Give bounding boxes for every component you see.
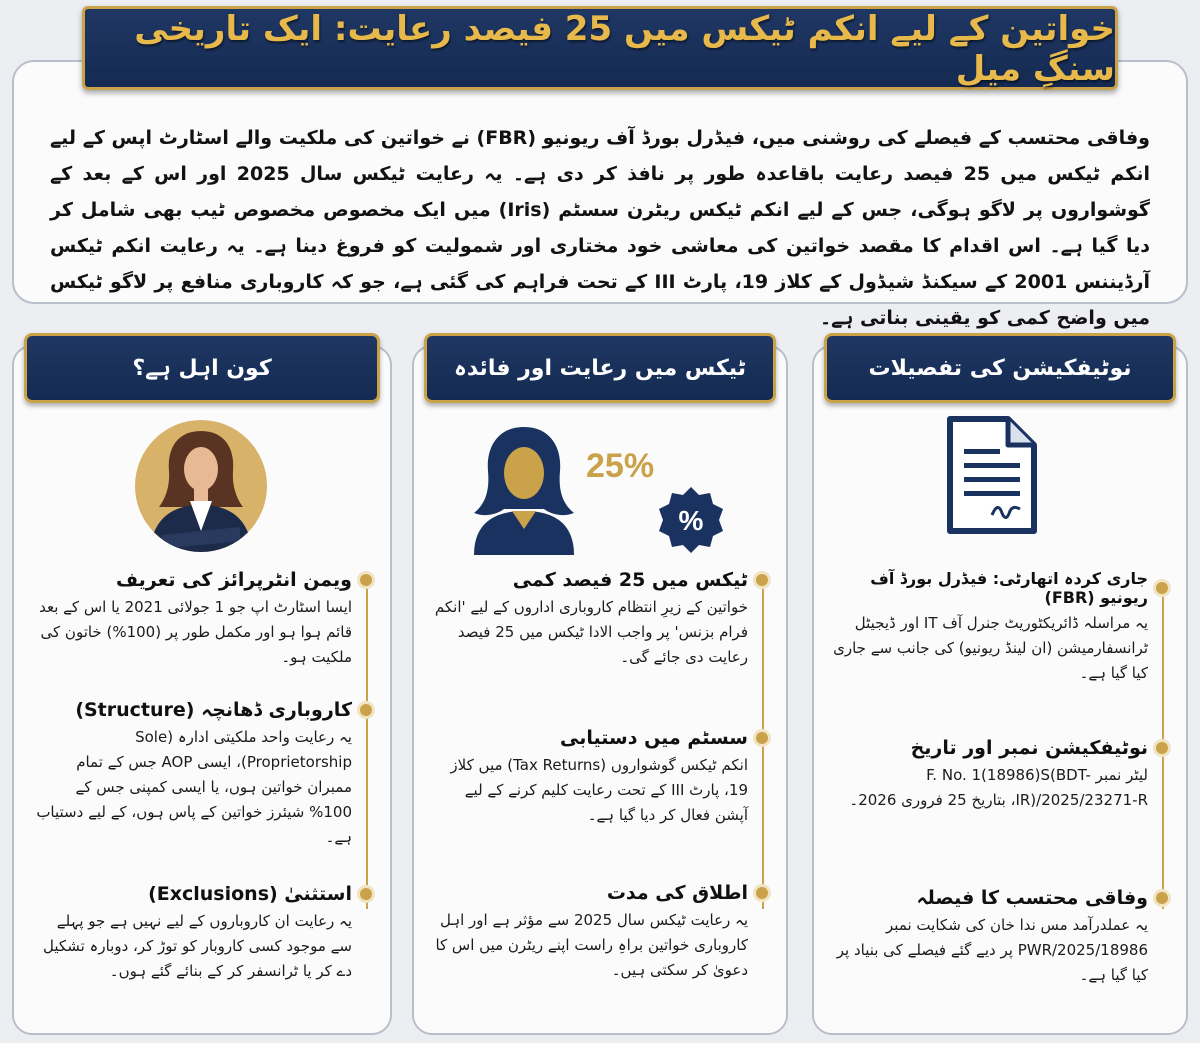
notification-details-title: نوٹیفکیشن کی تفصیلات — [868, 355, 1132, 381]
section-body: یہ رعایت ان کاروباروں کے لیے نہیں ہے جو پہلے سے موجود کسی کاروبار کو توڑ کر، دوبارہ تشکیل دے کر یا ٹرانسفر کر کے بنائے گئے ہوں۔ — [43, 912, 352, 980]
section-heading: ویمن انٹرپرائز کی تعریف — [116, 569, 352, 591]
document-icon — [942, 415, 1042, 535]
section-body: انکم ٹیکس گوشواروں (Tax Returns) میں کلاز 19، پارٹ III کے تحت رعایت کلیم کرنے کے لیے آپشن فعال کر دیا گیا ہے۔ — [450, 756, 748, 824]
bullet-dot-icon — [1156, 582, 1168, 594]
benefit-section-reduction — [432, 569, 768, 670]
notification-section-number-date — [832, 737, 1168, 813]
section-heading: استثنیٰ (Exclusions) — [148, 883, 352, 905]
section-body: خواتین کے زیرِ انتظام کاروباری اداروں کے لیے 'انکم فرام بزنس' پر واجب الادا ٹیکس میں 25 فیصد رعایت دی جائے گی۔ — [434, 598, 748, 666]
bullet-dot-icon — [756, 887, 768, 899]
eligibility-title: کون اہل ہے؟ — [132, 355, 272, 381]
section-heading: نوٹیفکیشن نمبر اور تاریخ — [910, 737, 1148, 759]
notification-details-panel — [812, 345, 1188, 1035]
notification-details-header — [824, 333, 1176, 403]
section-body: یہ مراسلہ ڈائریکٹوریٹ جنرل آف IT اور ڈیجیٹل ٹرانسفارمیشن (ان لینڈ ریونیو) کی جانب سے جاری کیا گیا ہے۔ — [833, 614, 1148, 682]
section-heading: جاری کردہ اتھارٹی: فیڈرل بورڈ آف ریونیو (FBR) — [870, 569, 1148, 607]
section-heading: وفاقی محتسب کا فیصلہ — [916, 887, 1148, 909]
intro-paragraph: وفاقی محتسب کے فیصلے کی روشنی میں، فیڈرل بورڈ آف ریونیو (FBR) نے خواتین کی ملکیت والے اسٹارٹ اپس کے لیے انکم ٹیکس میں 25 فیصد رعایت باقاعدہ طور پر نافذ کر دی ہے۔ یہ رعایت ٹیکس سال 2025 اور اس کے بعد کے گوشواروں پر لاگو ہوگی، جس کے لیے انکم ٹیکس ریٹرن سسٹم (Iris) میں ایک مخصوص مخصوص ٹیب بھی شامل کر دیا گیا ہے۔ اس اقدام کا مقصد خواتین کی معاشی خود مختاری اور شمولیت کو فروغ دینا ہے۔ یہ رعایت انکم ٹیکس آرڈیننس 2001 کے سیکنڈ شیڈول کے کلاز 19، پارٹ III کے تحت فراہم کی گئی ہے، جو کہ کاروباری منافع پر لاگو ٹیکس میں واضح کمی کو یقینی بناتی ہے۔ — [50, 127, 1151, 329]
intro-panel — [12, 60, 1188, 329]
eligibility-section-structure — [32, 699, 372, 850]
eligibility-section-definition — [32, 569, 372, 670]
tax-benefit-header — [424, 333, 776, 403]
tax-benefit-title: ٹیکس میں رعایت اور فائدہ — [453, 355, 747, 381]
bullet-dot-icon — [360, 574, 372, 586]
section-heading: کاروباری ڈھانچہ (Structure) — [75, 699, 352, 721]
section-heading: اطلاق کی مدت — [606, 882, 748, 904]
section-body: یہ عملدرآمد مس ندا خان کی شکایت نمبر 18986/PWR/2025 پر دیے گئے فیصلے کی بنیاد پر کیا گیا ہے۔ — [836, 916, 1148, 984]
title-banner — [82, 6, 1118, 90]
eligibility-section-exclusions — [32, 883, 372, 984]
section-body: ایسا اسٹارٹ اپ جو 1 جولائی 2021 یا اس کے بعد قائم ہوا ہو اور مکمل طور پر (100%) خاتون کی ملکیت ہو۔ — [39, 598, 352, 666]
percent-label: 25% — [586, 447, 655, 485]
woman-silhouette-icon — [454, 415, 594, 555]
percent-badge-icon — [656, 485, 726, 555]
section-body: یہ رعایت واحد ملکیتی ادارہ (Sole Proprietorship)، ایسی AOP جس کے تمام ممبران خواتین ہوں، یا ایسی کمپنی جس کے 100% شیئرز خواتین کے پاس ہوں، کے لیے دستیاب ہے۔ — [36, 728, 352, 846]
eligibility-header — [24, 333, 380, 403]
notification-section-authority — [832, 569, 1168, 686]
bullet-dot-icon — [360, 704, 372, 716]
bullet-dot-icon — [1156, 742, 1168, 754]
percent-badge-text: % — [678, 505, 704, 536]
section-body: یہ رعایت ٹیکس سال 2025 سے مؤثر ہے اور اہل کاروباری خواتین براہِ راست اپنے ریٹرن میں اس کا دعویٰ کر سکتی ہیں۔ — [435, 911, 748, 979]
section-heading: ٹیکس میں 25 فیصد کمی — [512, 569, 748, 591]
businesswoman-avatar — [132, 417, 270, 555]
section-heading: سسٹم میں دستیابی — [560, 727, 748, 749]
bullet-dot-icon — [756, 732, 768, 744]
benefit-section-availability — [432, 727, 768, 828]
page-title: خواتین کے لیے انکم ٹیکس میں 25 فیصد رعایت: ایک تاریخی سنگِ میل — [134, 8, 1115, 89]
section-body: لیٹر نمبر F. No. 1(18986)S(BDT-IR)/2025/23271-R، بتاریخ 25 فروری 2026۔ — [849, 766, 1148, 809]
bullet-dot-icon — [756, 574, 768, 586]
bullet-dot-icon — [360, 888, 372, 900]
benefit-section-duration — [432, 882, 768, 983]
tax-benefit-panel — [412, 345, 788, 1035]
notification-section-ombudsman — [832, 887, 1168, 988]
bullet-dot-icon — [1156, 892, 1168, 904]
eligibility-panel — [12, 345, 392, 1035]
